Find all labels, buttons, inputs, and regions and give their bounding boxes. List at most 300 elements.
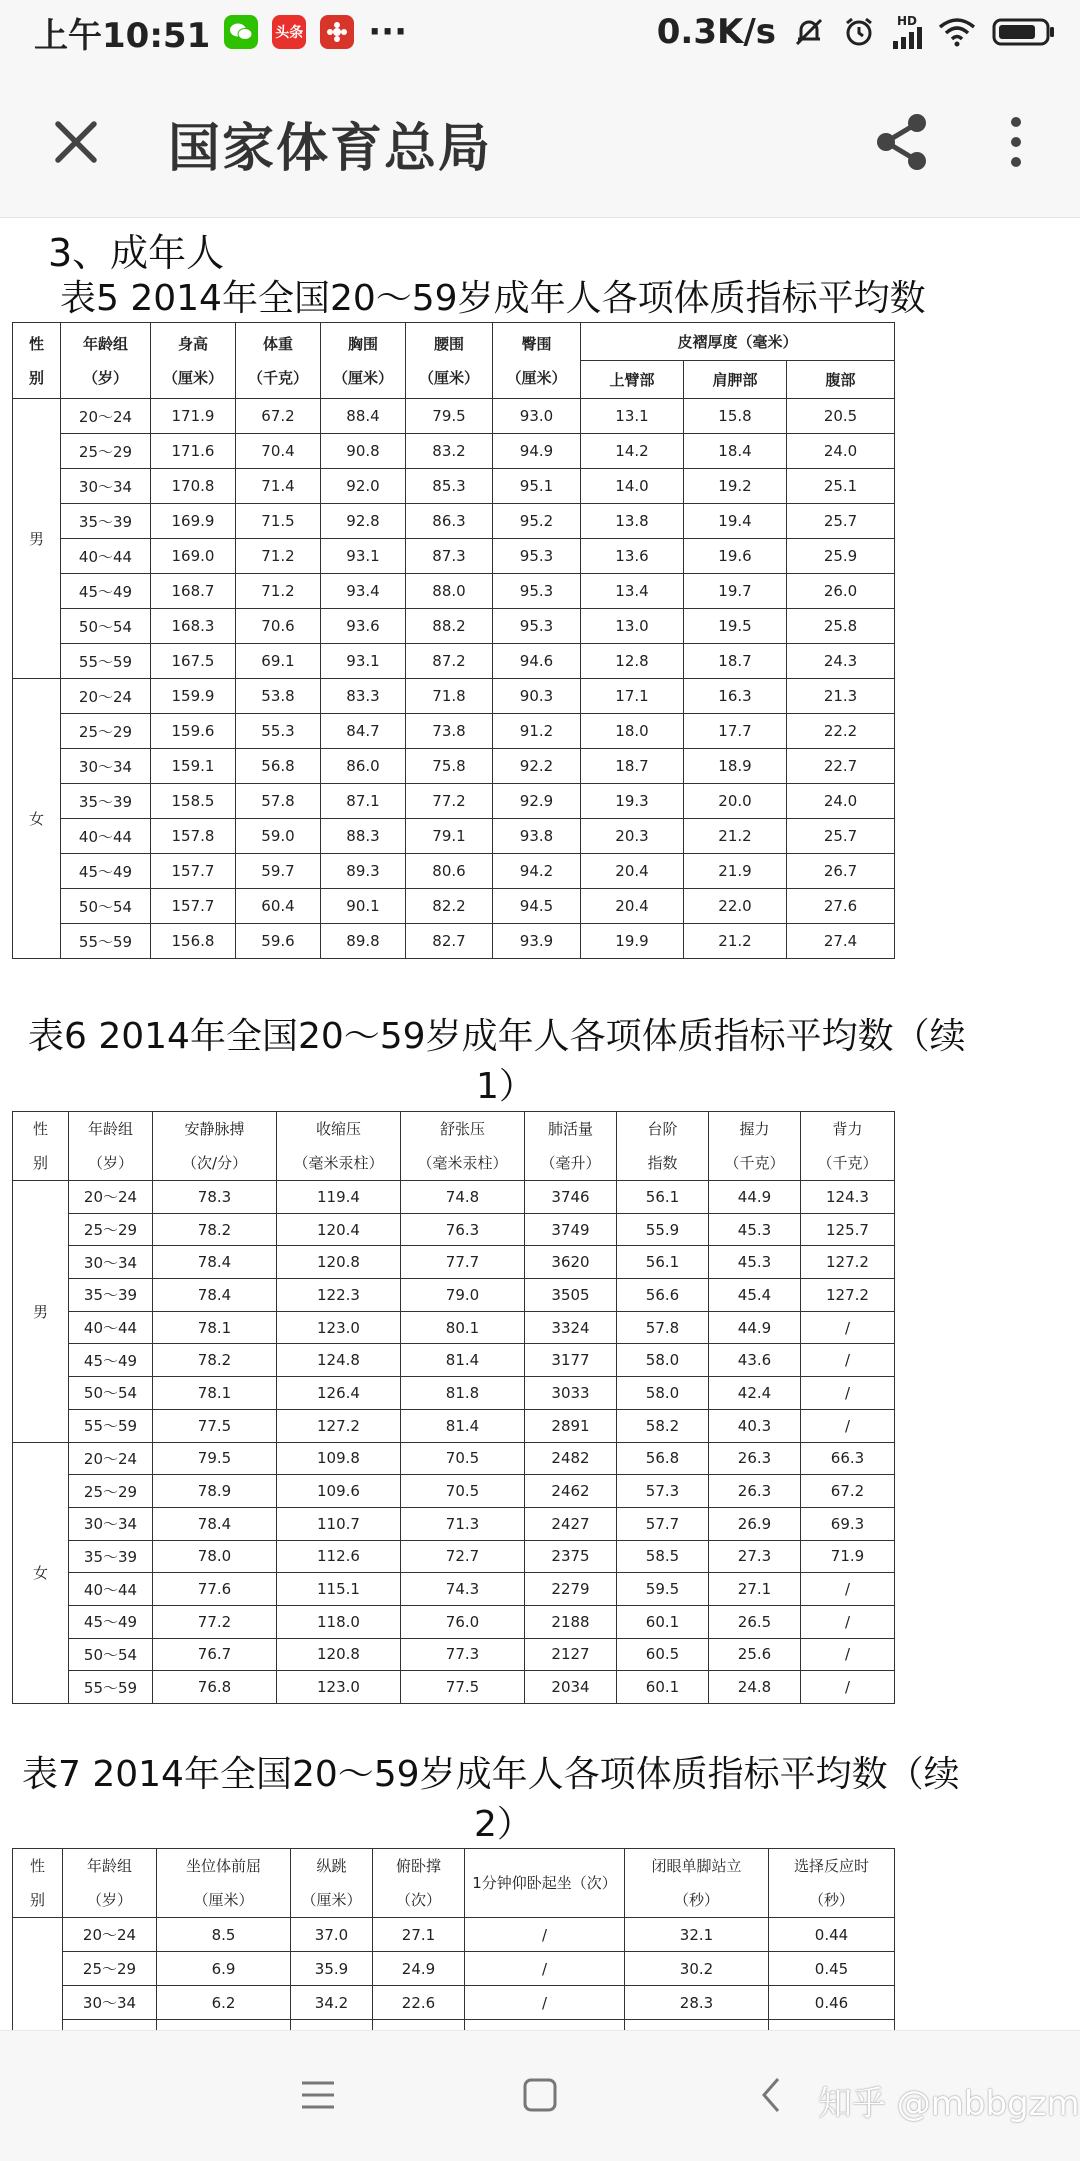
table-cell: 69.3: [801, 1507, 895, 1540]
table-cell: 34.2: [291, 1986, 373, 2020]
table-cell: /: [801, 1344, 895, 1377]
table-cell: 24.3: [787, 644, 895, 679]
table-cell: 25.7: [787, 819, 895, 854]
table-row: [13, 1246, 895, 1279]
table-cell: 78.9: [153, 1475, 277, 1508]
table-row: [13, 924, 895, 959]
table-cell: 66.3: [801, 1442, 895, 1475]
table-cell: 82.7: [406, 924, 493, 959]
table-row: [13, 644, 895, 679]
table-cell: 95.1: [493, 469, 581, 504]
table-cell: 40～44: [61, 539, 151, 574]
table-row: [13, 1475, 895, 1508]
t6-header-row: [13, 1112, 895, 1181]
table-row: [13, 1213, 895, 1246]
table-row: [13, 854, 895, 889]
table-cell: 94.2: [493, 854, 581, 889]
table-cell: 74.3: [401, 1573, 525, 1606]
table-cell: 2034: [525, 1671, 617, 1704]
table-cell: 45.3: [709, 1246, 801, 1279]
t6-header-cell: 性 别: [13, 1112, 69, 1181]
table-cell: 30～34: [69, 1246, 153, 1279]
table-cell: 55～59: [61, 924, 151, 959]
table-row: [13, 1311, 895, 1344]
table7-title-line2: 2）: [474, 1804, 533, 1845]
table-row: [13, 889, 895, 924]
table-cell: 13.1: [581, 399, 684, 434]
table-cell: 21.2: [684, 924, 787, 959]
table-cell: 25.8: [787, 609, 895, 644]
table-cell: 78.2: [153, 1344, 277, 1377]
table-cell: 81.4: [401, 1409, 525, 1442]
table-cell: 127.2: [801, 1279, 895, 1312]
t6-header-cell: 背力 （千克）: [801, 1112, 895, 1181]
table-cell: 90.8: [321, 434, 406, 469]
table-cell: 25～29: [69, 1475, 153, 1508]
table-row: [13, 1638, 895, 1671]
table-cell: 22.0: [684, 889, 787, 924]
table-cell: 95.3: [493, 609, 581, 644]
table-cell: 37.0: [291, 1918, 373, 1952]
table-cell: 3505: [525, 1279, 617, 1312]
table-cell: 90.1: [321, 889, 406, 924]
table-cell: 123.0: [277, 1671, 401, 1704]
table-cell: 8.5: [157, 1918, 291, 1952]
table-cell: 94.5: [493, 889, 581, 924]
close-button[interactable]: [48, 114, 104, 170]
table-cell: 79.5: [153, 1442, 277, 1475]
table-cell: 0.44: [769, 1918, 895, 1952]
table-cell: 21.3: [787, 679, 895, 714]
table-cell: 67.2: [801, 1475, 895, 1508]
table-cell: 21.9: [684, 854, 787, 889]
table-cell: 79.1: [406, 819, 493, 854]
table-row: [13, 1279, 895, 1312]
table-cell: 28.3: [625, 1986, 769, 2020]
table-row: [13, 609, 895, 644]
table-cell: 83.2: [406, 434, 493, 469]
table6: [12, 1111, 895, 1704]
table-cell: 93.9: [493, 924, 581, 959]
table-cell: /: [801, 1311, 895, 1344]
table6-title-line1: 表6 2014年全国20～59岁成年人各项体质指标平均数（续: [28, 1016, 966, 1057]
table-cell: 126.4: [277, 1377, 401, 1410]
table-cell: 88.3: [321, 819, 406, 854]
table-cell: 171.6: [151, 434, 236, 469]
table-cell: 86.3: [406, 504, 493, 539]
table-cell: 45～49: [61, 574, 151, 609]
table-cell: 25.6: [709, 1638, 801, 1671]
table-cell: 77.2: [406, 784, 493, 819]
table-cell: 2482: [525, 1442, 617, 1475]
table-row: [13, 1507, 895, 1540]
table-cell: 57.7: [617, 1507, 709, 1540]
table-cell: 57.8: [617, 1311, 709, 1344]
table-cell: 26.7: [787, 854, 895, 889]
t6-header-cell: 舒张压 （毫米汞柱）: [401, 1112, 525, 1181]
table-cell: 124.3: [801, 1181, 895, 1214]
table-cell: 20.5: [787, 399, 895, 434]
table-row: [13, 749, 895, 784]
table-cell: 2375: [525, 1540, 617, 1573]
table-cell: 17.1: [581, 679, 684, 714]
table-cell: 27.3: [709, 1540, 801, 1573]
table-cell: 127.2: [801, 1246, 895, 1279]
table-cell: 78.0: [153, 1540, 277, 1573]
table-cell: 77.5: [153, 1409, 277, 1442]
more-vertical-icon: [1002, 112, 1030, 172]
t6-header-cell: 收缩压 （毫米汞柱）: [277, 1112, 401, 1181]
close-icon: [48, 114, 104, 170]
table-cell: 69.1: [236, 644, 321, 679]
table-row: [13, 2020, 895, 2031]
table-cell: 3749: [525, 1213, 617, 1246]
table-cell: 58.2: [617, 1409, 709, 1442]
table-cell: 72.7: [401, 1540, 525, 1573]
table-cell: 19.4: [684, 504, 787, 539]
header-abdomen: 腹部: [787, 361, 895, 399]
table-cell: 110.7: [277, 1507, 401, 1540]
table-cell: 159.1: [151, 749, 236, 784]
table-cell: 85.3: [406, 469, 493, 504]
table-cell: 17.7: [684, 714, 787, 749]
hd-label: HD: [896, 14, 917, 28]
share-icon: [872, 112, 932, 172]
table-cell: 59.6: [236, 924, 321, 959]
table-cell: /: [801, 1671, 895, 1704]
table-cell: 2127: [525, 1638, 617, 1671]
t7-header-cell: 性 别: [13, 1849, 63, 1918]
table-cell: 95.2: [493, 504, 581, 539]
table-cell: 84.7: [321, 714, 406, 749]
home-button[interactable]: [520, 2075, 560, 2119]
table-cell: 3620: [525, 1246, 617, 1279]
table-cell: 0.46: [769, 1986, 895, 2020]
table-cell: 25～29: [63, 1952, 157, 1986]
table-cell: 32.1: [625, 1918, 769, 1952]
toutiao-icon: [272, 15, 306, 49]
hd-signal-icon: [892, 15, 922, 49]
table-cell: 13.4: [581, 574, 684, 609]
table5-title: 表5 2014年全国20～59岁成年人各项体质指标平均数: [60, 278, 926, 319]
table-cell: 50～54: [69, 1638, 153, 1671]
t7-header-cell: 选择反应时 （秒）: [769, 1849, 895, 1918]
table-cell: 80.1: [401, 1311, 525, 1344]
table7: [12, 1848, 895, 2030]
table-cell: 50～54: [61, 609, 151, 644]
table-cell: 30～34: [69, 1507, 153, 1540]
table-cell: /: [801, 1638, 895, 1671]
table-cell: 158.5: [151, 784, 236, 819]
table-cell: 35～39: [61, 784, 151, 819]
table-cell: 93.0: [493, 399, 581, 434]
t7-header-row: [13, 1849, 895, 1918]
table-cell: 42.4: [709, 1377, 801, 1410]
table-cell: 56.8: [617, 1442, 709, 1475]
t7-header-cell: 闭眼单脚站立 （秒）: [625, 1849, 769, 1918]
table-cell: 78.1: [153, 1311, 277, 1344]
table-cell: 3746: [525, 1181, 617, 1214]
table-row: [13, 399, 895, 434]
table-cell: 55～59: [69, 1409, 153, 1442]
table-cell: 78.2: [153, 1213, 277, 1246]
header-sex: 性 别: [13, 323, 61, 399]
header-waist: 腰围 （厘米）: [406, 323, 493, 399]
table-cell: 81.8: [401, 1377, 525, 1410]
table-cell: 30～34: [63, 1986, 157, 2020]
table-cell: 90.3: [493, 679, 581, 714]
table-cell: 3324: [525, 1311, 617, 1344]
table-cell: 120.8: [277, 1638, 401, 1671]
table-cell: 70.5: [401, 1475, 525, 1508]
table-cell: 80.6: [406, 854, 493, 889]
table-cell: 88.4: [321, 399, 406, 434]
table-cell: 25.1: [787, 469, 895, 504]
table-cell: 71.8: [406, 679, 493, 714]
t5-sex-cell: 女: [13, 679, 61, 959]
table-cell: 75.8: [406, 749, 493, 784]
table-cell: 119.4: [277, 1181, 401, 1214]
table-cell: 6.9: [157, 1952, 291, 1986]
table-cell: 93.1: [321, 644, 406, 679]
header-hip: 臀围 （厘米）: [493, 323, 581, 399]
table-cell: 25～29: [69, 1213, 153, 1246]
table-cell: 27.4: [787, 924, 895, 959]
table-row: [13, 1573, 895, 1606]
table-row: [13, 1605, 895, 1638]
table-cell: 78.4: [153, 1279, 277, 1312]
table-cell: 168.7: [151, 574, 236, 609]
table-cell: 35.9: [291, 1952, 373, 1986]
table-cell: 2279: [525, 1573, 617, 1606]
table-cell: 40～44: [69, 1311, 153, 1344]
table-cell: 169.9: [151, 504, 236, 539]
table-cell: 25.7: [787, 504, 895, 539]
table-cell: 22.6: [373, 1986, 465, 2020]
table-cell: 73.8: [406, 714, 493, 749]
table-cell: 20.3: [581, 819, 684, 854]
t7-header-cell: 俯卧撑 （次）: [373, 1849, 465, 1918]
table-cell: 3177: [525, 1344, 617, 1377]
table-row: [13, 1986, 895, 2020]
table-cell: 94.9: [493, 434, 581, 469]
article-content[interactable]: [0, 218, 1080, 2030]
back-button[interactable]: [752, 2075, 792, 2119]
table-cell: 167.5: [151, 644, 236, 679]
table-cell: 71.4: [236, 469, 321, 504]
table-cell: 13.6: [581, 539, 684, 574]
table-cell: 56.8: [236, 749, 321, 784]
table-cell: 77.5: [401, 1671, 525, 1704]
table-cell: 78.1: [153, 1377, 277, 1410]
table-cell: 40～44: [61, 819, 151, 854]
share-button[interactable]: [872, 112, 932, 172]
table-cell: 30～34: [61, 749, 151, 784]
table-cell: 26.9: [709, 1507, 801, 1540]
table-cell: 22.7: [787, 749, 895, 784]
table-cell: 92.8: [321, 504, 406, 539]
table-cell: 2462: [525, 1475, 617, 1508]
table-cell: 20～24: [69, 1442, 153, 1475]
table-cell: 109.6: [277, 1475, 401, 1508]
toutiao-label: 头条: [275, 25, 304, 41]
table-cell: 157.7: [151, 889, 236, 924]
header-skinfold: 皮褶厚度（毫米）: [581, 323, 895, 361]
table-cell: 76.0: [401, 1605, 525, 1638]
t6-header-cell: 安静脉搏 （次/分）: [153, 1112, 277, 1181]
back-icon: [752, 2075, 792, 2115]
table-cell: 71.2: [236, 539, 321, 574]
table-cell: 24.0: [787, 434, 895, 469]
t6-header-cell: 握力 （千克）: [709, 1112, 801, 1181]
table-cell: 14.0: [581, 469, 684, 504]
network-speed: 0.3K/s: [656, 12, 776, 52]
battery-icon: [992, 17, 1056, 47]
table-cell: 59.7: [236, 854, 321, 889]
table-cell: 123.0: [277, 1311, 401, 1344]
table-row: [13, 1952, 895, 1986]
table-cell: 14.2: [581, 434, 684, 469]
table-cell: 91.2: [493, 714, 581, 749]
table-cell: 13.0: [581, 609, 684, 644]
table-cell: 44.9: [709, 1181, 801, 1214]
table-cell: 3033: [525, 1377, 617, 1410]
table-cell: 12.8: [581, 644, 684, 679]
table-row: [13, 819, 895, 854]
t7-sex-cell: [13, 1918, 63, 2031]
table-cell: 156.8: [151, 924, 236, 959]
t7-header-cell: 年龄组 （岁）: [63, 1849, 157, 1918]
table-cell: 93.4: [321, 574, 406, 609]
menu-button[interactable]: [298, 2075, 338, 2119]
table-row: [13, 1540, 895, 1573]
table-cell: 95.3: [493, 574, 581, 609]
table-cell: 26.0: [787, 574, 895, 609]
table-cell: 77.2: [153, 1605, 277, 1638]
table-cell: 71.2: [236, 574, 321, 609]
table-cell: 157.8: [151, 819, 236, 854]
table-cell: 88.0: [406, 574, 493, 609]
mute-bell-icon: [792, 15, 826, 49]
wechat-icon: [224, 15, 258, 49]
table-cell: 26.3: [709, 1442, 801, 1475]
table-cell: 2891: [525, 1409, 617, 1442]
table-cell: 87.2: [406, 644, 493, 679]
table-cell: 56.1: [617, 1246, 709, 1279]
section-heading: 3、成年人: [48, 231, 225, 275]
home-icon: [520, 2075, 560, 2115]
table-cell: 59.0: [236, 819, 321, 854]
menu-icon: [298, 2075, 338, 2115]
header-upper-arm: 上臂部: [581, 361, 684, 399]
more-options-button[interactable]: [1002, 112, 1030, 172]
table-cell: 19.7: [684, 574, 787, 609]
table-cell: [465, 2020, 625, 2031]
table-cell: 20～24: [63, 1918, 157, 1952]
table-cell: 120.8: [277, 1246, 401, 1279]
table-cell: 76.8: [153, 1671, 277, 1704]
table-cell: 19.2: [684, 469, 787, 504]
table-cell: 19.3: [581, 784, 684, 819]
table-cell: 92.0: [321, 469, 406, 504]
table-cell: 58.5: [617, 1540, 709, 1573]
table-cell: 93.6: [321, 609, 406, 644]
table-cell: 24.0: [787, 784, 895, 819]
table-cell: 78.4: [153, 1507, 277, 1540]
table-cell: 60.1: [617, 1605, 709, 1638]
page-title: 国家体育总局: [168, 119, 493, 179]
table-cell: 71.5: [236, 504, 321, 539]
table-cell: 77.6: [153, 1573, 277, 1606]
table-cell: [625, 2020, 769, 2031]
table-cell: 27.1: [373, 1918, 465, 1952]
table-cell: /: [465, 1952, 625, 1986]
table-cell: 26.5: [709, 1605, 801, 1638]
table-cell: 16.3: [684, 679, 787, 714]
t6-header-cell: 肺活量 （毫升）: [525, 1112, 617, 1181]
table-cell: 20.0: [684, 784, 787, 819]
table-cell: 25～29: [61, 434, 151, 469]
table-row: [13, 1671, 895, 1704]
table-cell: 15.8: [684, 399, 787, 434]
table5: [12, 322, 895, 959]
alarm-icon: [842, 15, 876, 49]
table-cell: 50～54: [61, 889, 151, 924]
table-cell: 93.1: [321, 539, 406, 574]
table-row: [13, 539, 895, 574]
table-cell: 45～49: [69, 1344, 153, 1377]
table-row: [13, 1344, 895, 1377]
table-cell: 112.6: [277, 1540, 401, 1573]
table-cell: 88.2: [406, 609, 493, 644]
table-cell: 58.0: [617, 1377, 709, 1410]
t7-header-cell: 纵跳 （厘米）: [291, 1849, 373, 1918]
table-cell: 60.1: [617, 1671, 709, 1704]
table-row: [13, 574, 895, 609]
table-cell: 21.2: [684, 819, 787, 854]
table-cell: 94.6: [493, 644, 581, 679]
table-cell: 45～49: [69, 1605, 153, 1638]
wifi-icon: [938, 17, 976, 47]
table-cell: 19.5: [684, 609, 787, 644]
table-cell: 18.7: [581, 749, 684, 784]
table-cell: 87.1: [321, 784, 406, 819]
table-cell: 20.4: [581, 854, 684, 889]
table-cell: 127.2: [277, 1409, 401, 1442]
table-cell: 50～54: [69, 1377, 153, 1410]
table7-title-line1: 表7 2014年全国20～59岁成年人各项体质指标平均数（续: [22, 1754, 960, 1795]
table-row: [13, 1377, 895, 1410]
status-time: 上午10:51: [34, 15, 211, 56]
t6-sex-cell: 女: [13, 1442, 69, 1704]
header-weight: 体重 （千克）: [236, 323, 321, 399]
t6-sex-cell: 男: [13, 1181, 69, 1443]
table-cell: 89.3: [321, 854, 406, 889]
table-cell: 67.2: [236, 399, 321, 434]
table-row: [13, 469, 895, 504]
table-cell: 70.6: [236, 609, 321, 644]
table-cell: 77.7: [401, 1246, 525, 1279]
table-cell: 24.8: [709, 1671, 801, 1704]
table-cell: /: [465, 1986, 625, 2020]
table-cell: 82.2: [406, 889, 493, 924]
table-cell: 45.3: [709, 1213, 801, 1246]
table-cell: 25～29: [61, 714, 151, 749]
table-cell: 78.4: [153, 1246, 277, 1279]
table-cell: 168.3: [151, 609, 236, 644]
table-cell: 76.3: [401, 1213, 525, 1246]
table-cell: 57.3: [617, 1475, 709, 1508]
